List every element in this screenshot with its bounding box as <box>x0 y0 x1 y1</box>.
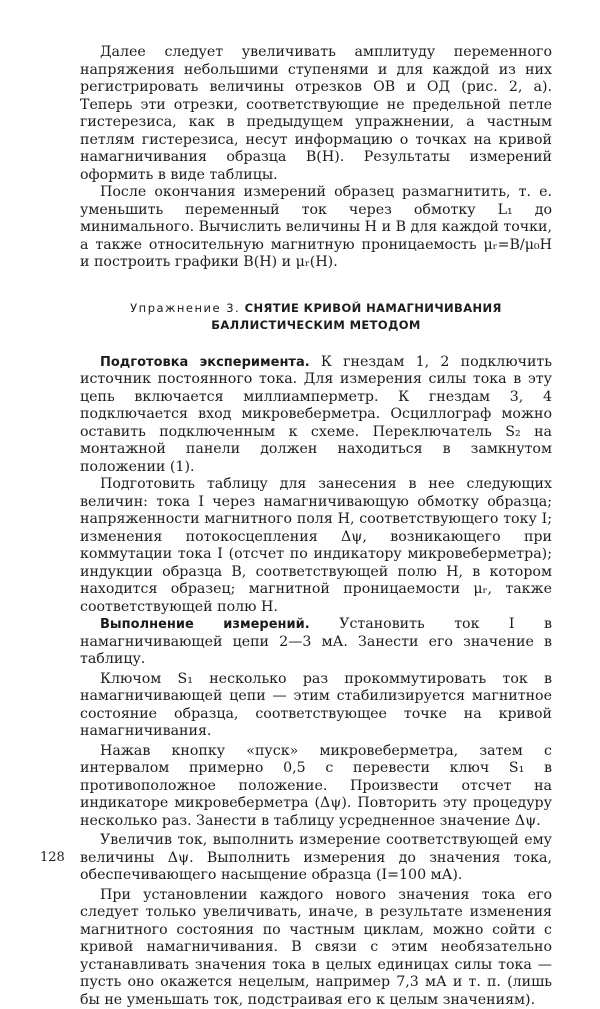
page-number: 128 <box>40 850 65 865</box>
preparation-paragraph <box>80 354 552 477</box>
measurement-paragraph <box>80 616 552 669</box>
exercise-label: Упражнение 3. <box>130 301 240 315</box>
preparation-text: К гнездам 1, 2 подключить источник постоянного тока. Для измерения силы тока в эту цепь включается миллиамперметр. К гнездам 3, 4 подключается вход микровеберметра. Осциллограф можно оставить подключенным к схеме. Переключатель S₂ на монтажной панели должен находиться в замкнутом положении (1). <box>80 354 552 475</box>
measurement-text: Установить ток I в намагничивающей цепи 2—3 мА. Занести его значение в таблицу. <box>80 616 552 667</box>
exercise-heading <box>80 300 552 334</box>
exercise-title-line1: СНЯТИЕ КРИВОЙ НАМАГНИЧИВАНИЯ <box>245 301 502 315</box>
measurement-runin: Выполнение измерений. <box>100 617 310 632</box>
paragraph: Далее следует увеличивать амплитуду переменного напряжения небольшими ступенями и для каждой из них регистрировать величины отрезков ОВ и ОД (рис. 2, а). Теперь эти отрезки, соответствующие не предельной петле гистерезиса, как в предыдущем упражнении, а частным петлям гистерезиса, несут информацию о точках на кривой намагничивания образца B(H). Результаты измерений оформить в виде таблицы. <box>80 44 552 184</box>
exercise-title-line2: БАЛЛИСТИЧЕСКИМ МЕТОДОМ <box>211 318 421 332</box>
paragraph: Нажав кнопку «пуск» микровеберметра, затем с интервалом примерно 0,5 с перевести ключ S₁ в противоположное положение. Произвести отсчет на индикаторе микровеберметра (Δψ). Повторить эту процедуру несколько раз. Занести в таблицу усредненное значение Δψ. <box>80 743 552 831</box>
preparation-runin: Подготовка эксперимента. <box>100 355 310 370</box>
paragraph: После окончания измерений образец размагнитить, т. е. уменьшить переменный ток через обмотку L₁ до минимального. Вычислить величины H и B для каждой точки, а также относительную магнитную проницаемость μᵣ=B/μ₀H и построить графики B(H) и μᵣ(H). <box>80 184 552 272</box>
paragraph: Увеличив ток, выполнить измерение соответствующей ему величины Δψ. Выполнить измерения до значения тока, обеспечивающего насыщение образца (I=100 мА). <box>80 832 552 885</box>
paragraph: Ключом S₁ несколько раз прокоммутировать ток в намагничивающей цепи — этим стабилизируется магнитное состояние образца, соответствующее точке на кривой намагничивания. <box>80 671 552 741</box>
paragraph: Подготовить таблицу для занесения в нее следующих величин: тока I через намагничивающую обмотку образца; напряженности магнитного поля H, соответствующего току I; изменения потокосцепления Δψ, возникающего при коммутации тока I (отсчет по индикатору микровеберметра); индукции образца B, соответствующей полю H, в котором находится образец; магнитной проницаемости μᵣ, также соответствующей полю H. <box>80 476 552 616</box>
paragraph: При установлении каждого нового значения тока его следует только увеличивать, иначе, в результате изменения магнитного состояния по частным циклам, можно сойти с кривой намагничивания. В связи с этим необязательно устанавливать значения тока в целых единицах силы тока — пусть оно окажется нецелым, например 7,3 мА и т. п. (лишь бы не уменьшать ток, подстраивая его к целым значениям). <box>80 887 552 1009</box>
page-text-block <box>80 44 552 1009</box>
